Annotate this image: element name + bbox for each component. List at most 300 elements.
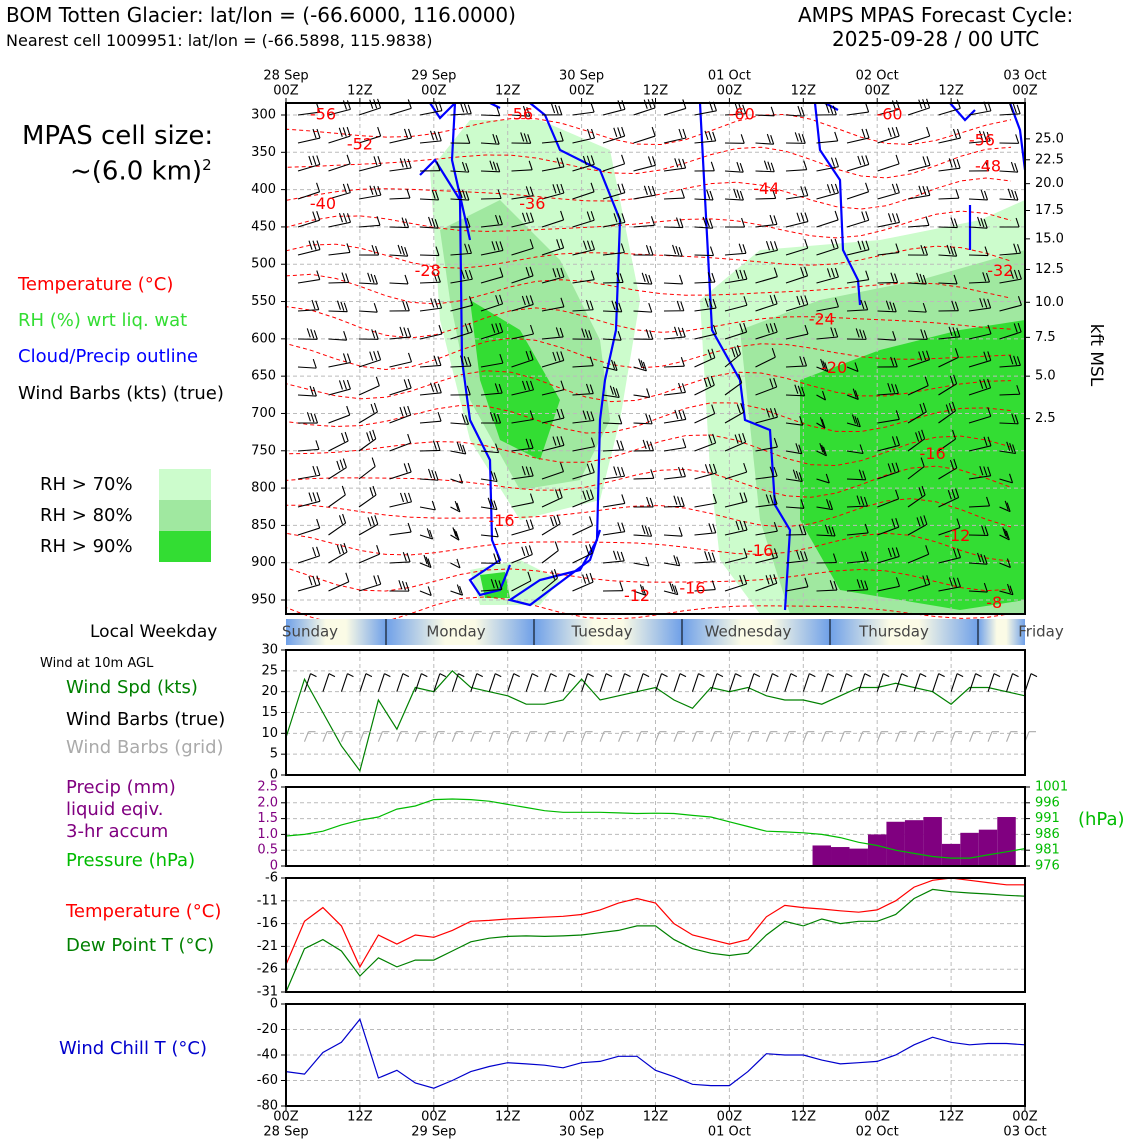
wind-barb-flag <box>764 161 767 170</box>
wind-barb-flag <box>313 547 316 556</box>
wind-barb <box>908 186 930 199</box>
wind-barb-flag <box>406 582 409 591</box>
wind-barb-shaft <box>878 164 900 171</box>
wind-barb <box>908 99 930 115</box>
wind-barb <box>847 183 869 199</box>
wind-barb-shaft <box>695 533 716 535</box>
wind-barb-flag <box>317 547 320 556</box>
label-wind-barbs-true: Wind Barbs (true) <box>66 709 226 730</box>
wind-barb-flag <box>858 156 861 165</box>
wind-barb <box>390 379 412 395</box>
wind-barb-true <box>1007 674 1013 692</box>
wind-barb-flag <box>651 469 654 478</box>
time-tick-top-date: 29 Sep <box>411 68 457 84</box>
precip-bar <box>942 844 960 866</box>
wind-barb-flag <box>985 191 988 200</box>
wind-barb-shaft <box>786 196 808 199</box>
wind-barb <box>298 271 320 283</box>
label-precip-2: liquid eqiv. <box>66 799 164 820</box>
y-tick-label: -20 <box>256 1022 278 1037</box>
wind-barb-flag <box>741 134 744 143</box>
temperature-contour-label: -20 <box>821 358 848 378</box>
wind-barb-true <box>341 674 347 692</box>
wind-barb-shaft <box>298 310 319 311</box>
wind-barb-flag <box>622 100 625 109</box>
wind-barb-flag <box>434 131 437 140</box>
y-tick-label: 1.0 <box>257 826 278 842</box>
wind-barb-flag <box>805 213 808 222</box>
y-tick-label: -31 <box>256 984 278 1000</box>
pressure-tick-label: 550 <box>251 294 276 310</box>
legend-cloud: Cloud/Precip outline <box>18 346 199 367</box>
wind-barb-true-flag <box>477 674 483 677</box>
y-tick-label: 991 <box>1035 811 1060 827</box>
wind-barb-flag <box>797 213 800 222</box>
wind-barb <box>664 301 684 311</box>
wind-barb-flag <box>559 106 562 115</box>
wind-barb <box>390 275 409 284</box>
wind-barb-true-flag <box>514 674 520 677</box>
wind-barb-grid <box>766 732 770 742</box>
wind-barb-shaft <box>878 193 900 199</box>
wind-barb-flag <box>957 159 960 168</box>
wind-barb-flag <box>831 158 834 167</box>
wind-barb-flag <box>896 155 899 164</box>
wind-barb <box>451 559 460 568</box>
wind-barb-shaft <box>786 115 804 116</box>
wind-barb-true <box>526 674 532 692</box>
wind-barb-flag <box>734 189 737 198</box>
wind-barb-flag <box>408 493 411 502</box>
label-wind-spd: Wind Spd (kts) <box>66 677 198 698</box>
wind-barb-flag <box>404 407 407 416</box>
wind-barb-shaft <box>298 528 320 535</box>
wind-barb-shaft <box>664 227 683 228</box>
wind-barb-flag <box>343 184 346 193</box>
wind-barb <box>634 127 656 143</box>
wind-barb-shaft <box>390 168 412 171</box>
wind-barb-shaft <box>420 282 440 283</box>
temperature-contour-label: -16 <box>747 541 774 560</box>
wind-barb-shaft <box>359 554 380 563</box>
wind-barb <box>359 486 376 507</box>
wind-barb-flag <box>403 552 406 561</box>
wind-barb-flag <box>622 523 625 532</box>
wind-barb-flag <box>347 184 350 193</box>
time-tick-bottom-hour: 12Z <box>790 1109 817 1125</box>
pressure-tick-label: 800 <box>251 480 276 496</box>
wind-barb-flag <box>317 129 320 138</box>
wind-barb-shaft <box>329 363 351 367</box>
wind-barb <box>664 527 682 536</box>
wind-barb-shaft <box>786 170 807 171</box>
wind-barb-flag <box>646 414 649 423</box>
temperature-contour-label: -12 <box>944 526 971 546</box>
wind-barb-flag <box>435 299 438 308</box>
wind-barb-flag <box>583 575 586 584</box>
wind-barb <box>329 301 348 312</box>
wind-barb-true <box>729 674 735 692</box>
wind-barb-flag <box>317 466 320 475</box>
wind-barb-true <box>822 674 828 692</box>
height-tick-label: 5.0 <box>1035 368 1056 384</box>
wind-barb-true <box>397 674 403 692</box>
wind-barb-true-flag <box>754 674 760 677</box>
time-tick-top-hour: 12Z <box>494 83 521 99</box>
wind-panel <box>261 643 1037 783</box>
time-tick-top-hour: 12Z <box>347 83 373 99</box>
wind-barb-flag <box>345 432 348 441</box>
temperature-contour-label: -8 <box>986 593 1003 613</box>
wind-barb-shaft <box>847 220 869 227</box>
pressure-tick-label: 300 <box>251 107 276 123</box>
wind-barb <box>664 245 682 256</box>
wind-barb-shaft <box>695 141 716 143</box>
wind-barb-flag <box>341 302 344 311</box>
wind-barb <box>603 494 625 507</box>
wind-barb-flag <box>646 557 649 566</box>
wind-barb-flag <box>408 353 411 362</box>
wind-barb <box>664 496 684 507</box>
y-tick-label: 996 <box>1035 795 1060 811</box>
wind-barb-shaft <box>420 393 441 395</box>
y-tick-label: 0.5 <box>257 842 278 858</box>
weekday-label: Local Weekday <box>90 622 218 642</box>
wind-barb-flag <box>712 553 715 562</box>
wind-barb-shaft <box>329 495 346 507</box>
wind-barb-shaft <box>939 168 961 171</box>
wind-barb-flag <box>372 245 375 254</box>
wind-barb <box>847 211 869 227</box>
wind-barb <box>329 459 347 479</box>
time-tick-top-date: 28 Sep <box>263 68 309 84</box>
wind-barb-flag <box>766 241 769 250</box>
wind-barb-flag <box>642 273 645 282</box>
wind-barb-flag <box>622 494 625 503</box>
wind-barb <box>359 156 381 171</box>
time-tick-bottom-hour: 12Z <box>938 1109 964 1125</box>
wind-barb-shaft <box>329 252 350 255</box>
precip-bar <box>997 817 1015 866</box>
time-tick-bottom-hour: 12Z <box>642 1109 669 1125</box>
wind-barb-shaft <box>939 227 958 228</box>
wind-barb-flag <box>896 127 899 136</box>
wind-barb-true <box>545 674 551 692</box>
wind-barb <box>298 547 320 563</box>
wind-barb <box>390 129 412 143</box>
wind-barb-true <box>933 674 939 692</box>
wind-barb <box>359 575 381 591</box>
wind-barb-flag <box>367 432 370 441</box>
wind-barb-flag <box>1015 191 1018 200</box>
weekday-name: Monday <box>426 622 486 641</box>
wind-barb <box>390 552 411 563</box>
wind-barb-true-flag <box>366 674 372 677</box>
wind-barb-true-flag <box>384 674 390 677</box>
y-tick-label: -40 <box>256 1047 278 1063</box>
wind-barb-flag <box>644 100 647 109</box>
wind-barb-true <box>360 674 366 692</box>
wind-barb-flag <box>740 163 743 172</box>
wind-barb-flag <box>649 303 652 312</box>
wind-barb-flag <box>378 127 381 136</box>
wind-barb-shaft <box>298 585 320 591</box>
wind-barb-flag <box>888 128 891 137</box>
wind-barb-flag <box>683 159 686 168</box>
wind-barb <box>634 359 647 371</box>
wind-barb-flag <box>554 516 557 525</box>
time-tick-bottom-date: 02 Oct <box>855 1124 899 1140</box>
wind-barb-flag <box>740 191 743 200</box>
wind-barb-flag <box>347 155 350 164</box>
pressure-tick-label: 600 <box>251 331 276 347</box>
wind-barb-flag <box>405 275 408 284</box>
wind-barb-shaft <box>603 109 625 115</box>
wind-barb-flag <box>618 522 621 531</box>
wind-barb-shaft <box>298 367 316 368</box>
wind-barb <box>298 156 320 171</box>
legend-rh80: RH > 80% <box>40 505 133 526</box>
precip-bar <box>868 834 886 866</box>
wind-barb-true-flag <box>440 674 446 677</box>
wind-barb <box>664 357 684 367</box>
pressure-tick-label: 900 <box>251 555 276 571</box>
wind-barb-flag <box>400 407 403 416</box>
wind-barb <box>420 528 433 539</box>
wind-barb-flag <box>314 330 317 339</box>
wind-barb-true-flag <box>939 674 945 677</box>
wind-barb-shaft <box>420 308 442 311</box>
wind-barb-flag <box>317 183 320 192</box>
wind-barb-flag <box>683 129 686 138</box>
temperature-contour-label: -24 <box>808 309 835 329</box>
wind-barb-flag <box>344 303 347 312</box>
wind-barb-flag <box>1015 163 1018 172</box>
temperature-contour-label: -16 <box>919 444 946 463</box>
wind-barb <box>298 492 320 507</box>
wind-barb-true-flag <box>662 674 668 677</box>
wind-barb-shaft <box>756 143 774 144</box>
wind-barb-flag <box>647 388 650 397</box>
wind-barb <box>420 586 431 595</box>
wind-barb-true-flag <box>569 674 575 677</box>
wind-barb <box>451 585 463 596</box>
wind-barb-shaft <box>786 222 808 227</box>
pressure-tick-label: 500 <box>251 256 276 272</box>
wind-barb-flag <box>710 191 713 200</box>
wind-barb-shaft <box>908 136 930 143</box>
wind-barb-flag <box>713 132 716 141</box>
wind-barb-shaft <box>664 283 683 284</box>
label-dewpoint: Dew Point T (°C) <box>66 935 215 956</box>
wind-barb-flag <box>337 545 340 554</box>
wind-barb-flag <box>343 213 346 222</box>
wind-barb-flag <box>770 241 773 250</box>
wind-barb-flag <box>427 528 430 537</box>
wind-barb-shaft <box>664 138 686 143</box>
wind-barb-flag <box>339 380 342 389</box>
wind-barb-shaft <box>329 222 351 227</box>
wind-barb-shaft <box>359 524 378 535</box>
wind-barb-flag <box>347 406 350 415</box>
wind-barb-flag <box>646 245 649 254</box>
wind-barb <box>390 99 412 115</box>
wind-barb <box>390 406 411 423</box>
y-tick-label: 15 <box>261 705 278 720</box>
time-tick-bottom-hour: 00Z <box>421 1109 447 1125</box>
wind-barb <box>664 582 678 594</box>
wind-barb <box>573 573 594 591</box>
y-tick-label: 2.5 <box>257 779 278 795</box>
wind-barb-flag <box>774 215 777 224</box>
wind-barb-shaft <box>329 415 350 423</box>
wind-barb-shaft <box>634 535 652 536</box>
wind-barb <box>420 555 431 567</box>
y-tick-label: 976 <box>1035 858 1060 874</box>
y-tick-label: -21 <box>256 938 278 954</box>
wind-barb-flag <box>375 330 378 339</box>
wind-barb-shaft <box>390 362 412 367</box>
wind-barb-flag <box>681 302 684 311</box>
temperature-contour-label: -16 <box>679 578 706 598</box>
wind-barb <box>329 432 349 451</box>
wind-barb-flag <box>710 219 713 228</box>
wind-barb-shaft <box>969 255 988 256</box>
cell-size-value: ~(6.0 km) <box>70 156 203 187</box>
wind-barb <box>664 99 686 115</box>
wind-barb <box>481 498 497 510</box>
wind-barb-flag <box>866 129 869 138</box>
wind-barb-shaft <box>390 198 410 199</box>
wind-barb-flag <box>313 156 316 165</box>
wind-barb-flag <box>927 127 930 136</box>
wind-barb-flag <box>739 244 742 253</box>
wind-barb-flag <box>682 328 685 337</box>
wind-barb-shaft <box>664 563 680 566</box>
wind-barb-shaft <box>329 282 349 283</box>
temperature-contour <box>286 178 1011 209</box>
wind-barb-flag <box>648 186 651 195</box>
wind-barb-true-flag <box>495 674 501 677</box>
wind-barb-flag <box>408 159 411 168</box>
wind-barb-flag <box>614 128 617 137</box>
wind-barb-flag <box>618 184 621 193</box>
wind-barb-shaft <box>725 171 743 172</box>
wind-barb-flag <box>343 127 346 136</box>
wind-barb-true-flag <box>680 674 686 677</box>
time-tick-bottom-date: 30 Sep <box>559 1124 605 1140</box>
wind-barb-true-flag <box>920 674 926 677</box>
wind-barb-flag <box>407 189 410 198</box>
wind-barb-shaft <box>298 501 320 507</box>
wind-barb-flag <box>892 213 895 222</box>
wind-barb-flag <box>866 183 869 192</box>
wind-barb <box>634 557 649 566</box>
wind-barb-flag <box>307 328 310 337</box>
wind-barb-flag <box>679 129 682 138</box>
wind-barb-flag <box>408 523 411 532</box>
wind-barb-flag <box>551 517 554 526</box>
wind-barb-flag <box>555 542 558 551</box>
wind-barb-flag <box>408 379 411 388</box>
wind-barb <box>817 211 839 227</box>
wind-barb-flag <box>1017 105 1020 114</box>
wind-barb <box>390 353 412 367</box>
wind-barb-flag <box>681 189 684 198</box>
wind-barb-flag <box>805 187 808 196</box>
wind-barb <box>298 519 320 535</box>
wind-barb-flag <box>835 211 838 220</box>
precip-bar <box>960 833 978 866</box>
forecast-cycle-label: AMPS MPAS Forecast Cycle: <box>798 3 1074 27</box>
wind-barb-flag <box>953 159 956 168</box>
wind-barb-true <box>378 674 384 692</box>
wind-barb-true-flag <box>828 674 834 677</box>
wind-barb-flag <box>370 100 373 109</box>
wind-barb-flag <box>679 467 682 476</box>
temperature-contour-label: -56 <box>968 130 995 150</box>
pressure-tick-label: 350 <box>251 144 276 160</box>
wind-barb-shaft <box>969 199 988 200</box>
wind-barb-flag <box>835 158 838 167</box>
wind-barb <box>420 131 441 143</box>
wind-barb <box>786 213 808 227</box>
label-wind-barbs-grid: Wind Barbs (grid) <box>66 737 224 758</box>
wind-barb <box>420 412 441 423</box>
wind-barb-flag <box>710 247 713 256</box>
wind-barb-flag <box>374 403 377 412</box>
wind-barb-true <box>692 674 698 692</box>
precip-bar <box>831 847 849 866</box>
wind-barb-flag <box>404 379 407 388</box>
wind-barb-flag <box>614 551 617 560</box>
wind-barb <box>390 189 410 199</box>
wind-barb-flag <box>683 438 686 447</box>
wind-barb-flag <box>617 440 620 449</box>
wind-barb-flag <box>835 184 838 193</box>
wind-barb-flag <box>406 219 409 228</box>
wind-barb <box>634 329 653 339</box>
wind-barb <box>390 158 412 171</box>
wind-barb <box>359 458 375 479</box>
title-location: BOM Totten Glacier: lat/lon = (-66.6000, 116.0000) <box>6 3 516 27</box>
wind-barb-true <box>859 674 865 692</box>
wind-barb <box>359 545 380 563</box>
temperature-contour-label: -40 <box>309 194 337 214</box>
wind-barb <box>878 127 900 143</box>
wind-barb-flag <box>343 100 346 109</box>
wind-barb-flag <box>591 129 594 138</box>
wind-barb-true-flag <box>957 674 963 677</box>
temperature-panel <box>257 871 1025 1000</box>
wind-barb-flag <box>770 215 773 224</box>
wind-barb <box>451 501 460 512</box>
wind-barb-shaft <box>817 220 839 227</box>
wind-barb-flag <box>371 516 374 525</box>
weekday-name: Wednesday <box>704 622 792 641</box>
wind-barb-flag <box>372 329 375 338</box>
wind-barb-flag <box>896 213 899 222</box>
wind-barb <box>420 469 438 480</box>
wind-barb-flag <box>372 458 375 467</box>
wind-barb-flag <box>705 464 708 473</box>
wind-barb-flag <box>342 486 345 495</box>
precip-bar <box>886 822 904 866</box>
wind-barb-true-flag <box>865 674 871 677</box>
y-tick-label: 981 <box>1035 842 1060 858</box>
wind-barb-shaft <box>481 171 500 172</box>
label-precip-3: 3-hr accum <box>66 821 169 842</box>
